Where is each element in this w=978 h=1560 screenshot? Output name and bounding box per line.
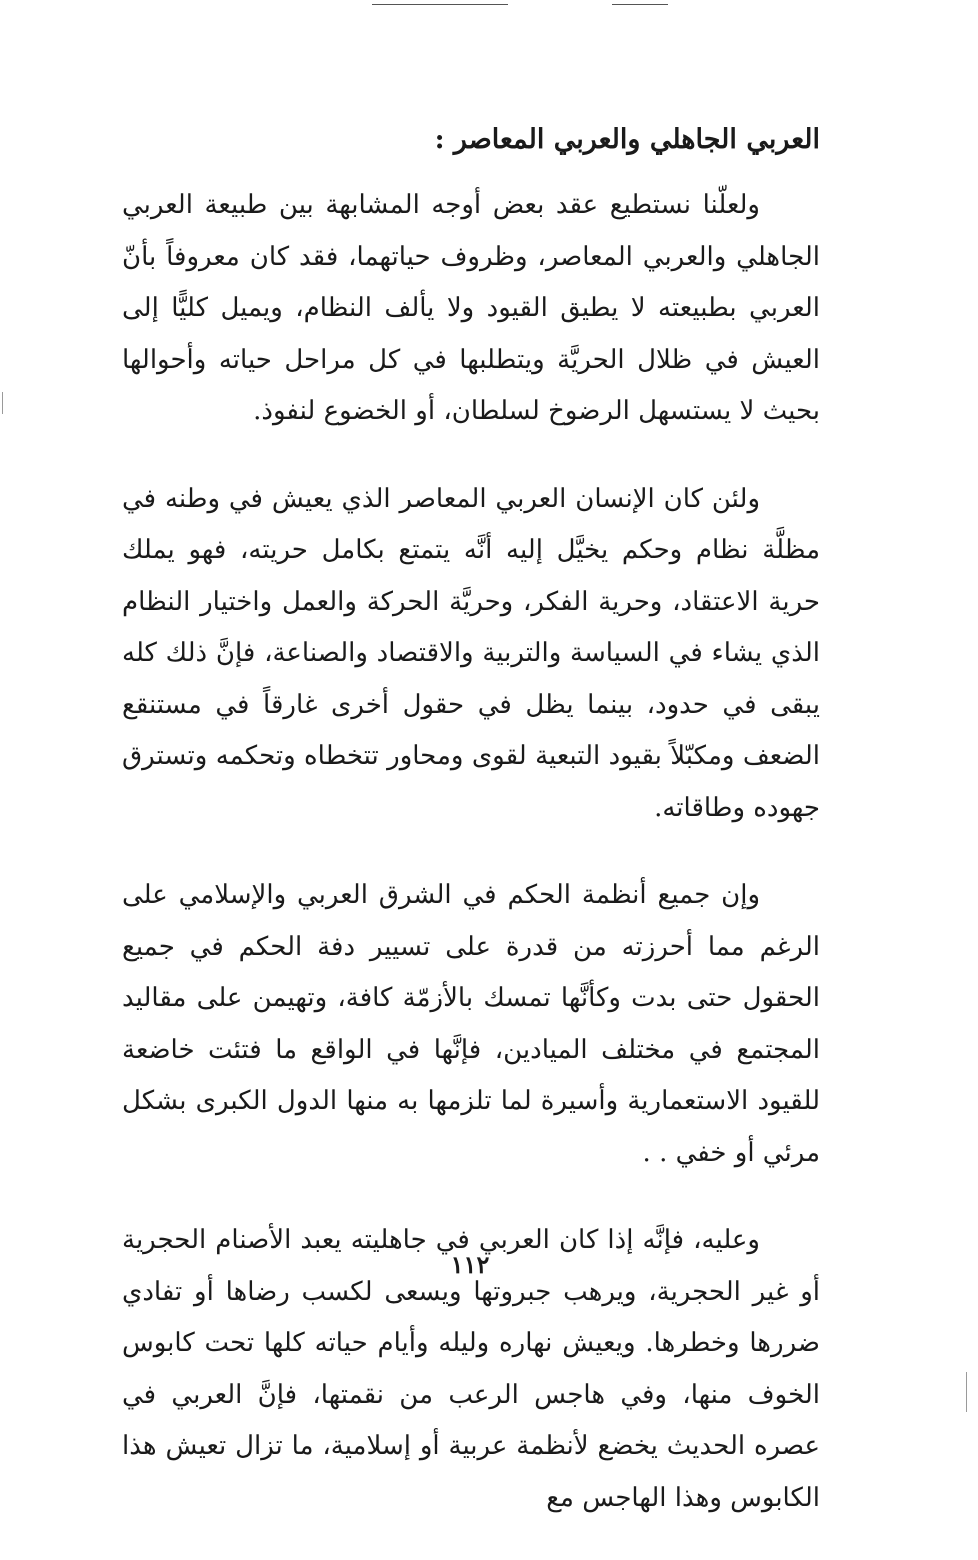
paragraph-1: ولعلّنا نستطيع عقد بعض أوجه المشابهة بين طبيعة العربي الجاهلي والعربي المعاصر، وظروف حياتهما، فقد كان معروفاً بأنّ العربي بطبيعته لا يطيق القيود ولا يألف النظام، ويميل كليًّا إلى العيش في ظلال الحريَّة ويتطلبها في كل مراحل حياته وأحوالها بحيث لا يستسهل الرضوخ لسلطان، أو الخضوع لنفوذ. [122, 190, 820, 426]
section-heading: العربي الجاهلي والعربي المعاصر : [434, 124, 820, 155]
paragraph-4: وعليه، فإنَّه إذا كان العربي في جاهليته يعبد الأصنام الحجرية أو غير الحجرية، ويرهب جبروتها ويسعى لكسب رضاها أو تفادي ضررها وخطرها. ويعيش نهاره وليله وأيام حياته كلها تحت كابوس الخوف منها، وفي هاجس الرعب من نقمتها، فإنَّ العربي في عصره الحديث يخضع لأنظمة عربية أو إسلامية، ما تزال تعيش هذا الكابوس وهذا الهاجس مع [122, 1225, 820, 1513]
header-rule-right [612, 4, 668, 5]
paragraph-3: وإن جميع أنظمة الحكم في الشرق العربي والإسلامي على الرغم مما أحرزته من قدرة على تسيير دفة الحكم في جميع الحقول حتى بدت وكأنَّها تمسك بالأزمّة كافة، وتهيمن على مقاليد المجتمع في مختلف الميادين، فإنَّها في الواقع ما فتئت خاضعة للقيود الاستعمارية وأسيرة لما تلزمها به منها الدول الكبرى بشكل مرئي أو خفي . . [122, 880, 820, 1168]
page-body [122, 118, 820, 1560]
header-rule-left [372, 4, 508, 5]
left-margin-mark [2, 392, 3, 414]
page-number: ١١٢ [450, 1250, 490, 1279]
right-margin-mark [966, 1372, 967, 1412]
paragraph-2: ولئن كان الإنسان العربي المعاصر الذي يعيش في وطنه في مظلَّة نظام وحكم يخيَّل إليه أنَّه يتمتع بكامل حريته، فهو يملك حرية الاعتقاد، وحرية الفكر، وحريَّة الحركة والعمل واختيار النظام الذي يشاء في السياسة والتربية والاقتصاد والصناعة، فإنَّ ذلك كله يبقى في حدود، بينما يظل في حقول أخرى غارقاً في مستنقع الضعف ومكبّلاً بقيود التبعية لقوى ومحاور تتخطاه وتحكمه وتسترق جهوده وطاقاته. [122, 483, 820, 823]
